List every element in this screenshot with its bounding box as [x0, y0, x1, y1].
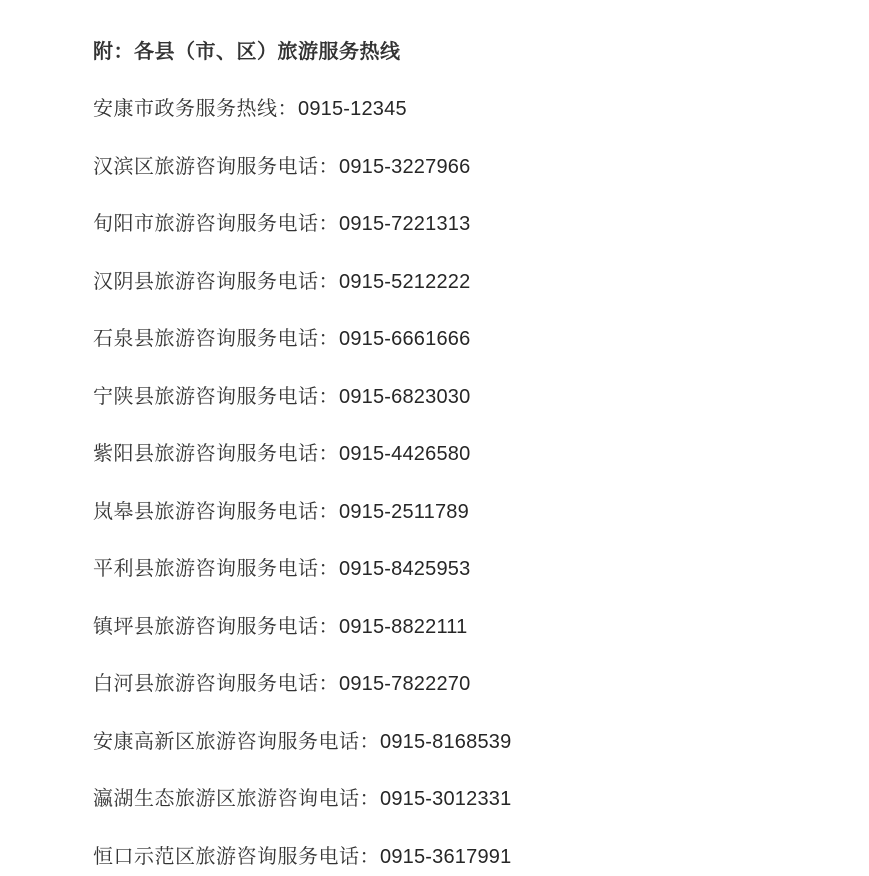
hotline-label: 岚皋县旅游咨询服务电话： [93, 500, 339, 523]
hotline-row [93, 788, 829, 810]
hotline-row [93, 558, 829, 580]
hotline-number: 0915-3227966 [339, 155, 471, 178]
hotline-number: 0915-2511789 [339, 500, 469, 523]
hotline-number: 0915-6661666 [339, 328, 471, 350]
hotline-label: 恒口示范区旅游咨询服务电话： [93, 845, 380, 868]
hotline-number: 0915-5212222 [339, 270, 471, 293]
hotline-row [93, 156, 829, 178]
hotline-number: 0915-4426580 [339, 443, 471, 465]
hotline-row [93, 271, 829, 293]
hotline-label: 石泉县旅游咨询服务电话： [93, 328, 339, 350]
hotline-number: 0915-12345 [298, 98, 407, 120]
hotline-label: 旬阳市旅游咨询服务电话： [93, 213, 339, 235]
section-heading: 附：各县（市、区）旅游服务热线 [93, 41, 401, 63]
hotline-row [93, 98, 829, 120]
hotline-number: 0915-3617991 [380, 845, 512, 868]
hotline-row [93, 501, 829, 523]
hotline-label: 汉阴县旅游咨询服务电话： [93, 270, 339, 293]
hotline-row [93, 616, 829, 638]
hotline-label: 镇坪县旅游咨询服务电话： [93, 615, 339, 638]
hotline-number: 0915-3012331 [380, 788, 512, 810]
hotline-number: 0915-7822270 [339, 673, 471, 695]
hotline-label: 安康市政务服务热线： [93, 98, 298, 120]
hotline-number: 0915-8425953 [339, 558, 471, 580]
hotline-row [93, 443, 829, 465]
hotline-row [93, 846, 829, 868]
hotline-row [93, 386, 829, 408]
hotline-list [93, 98, 829, 868]
hotline-label: 瀛湖生态旅游区旅游咨询电话： [93, 788, 380, 810]
hotline-row [93, 213, 829, 235]
hotline-label: 白河县旅游咨询服务电话： [93, 673, 339, 695]
hotline-label: 平利县旅游咨询服务电话： [93, 558, 339, 580]
hotline-label: 紫阳县旅游咨询服务电话： [93, 443, 339, 465]
hotline-label: 宁陕县旅游咨询服务电话： [93, 385, 339, 408]
hotline-row [93, 328, 829, 350]
hotline-row [93, 673, 829, 695]
hotline-number: 0915-8822111 [339, 615, 468, 638]
hotline-number: 0915-7221313 [339, 213, 471, 235]
hotline-label: 安康高新区旅游咨询服务电话： [93, 730, 380, 753]
hotline-number: 0915-8168539 [380, 730, 512, 753]
hotline-row [93, 731, 829, 753]
hotline-label: 汉滨区旅游咨询服务电话： [93, 155, 339, 178]
hotline-number: 0915-6823030 [339, 385, 471, 408]
